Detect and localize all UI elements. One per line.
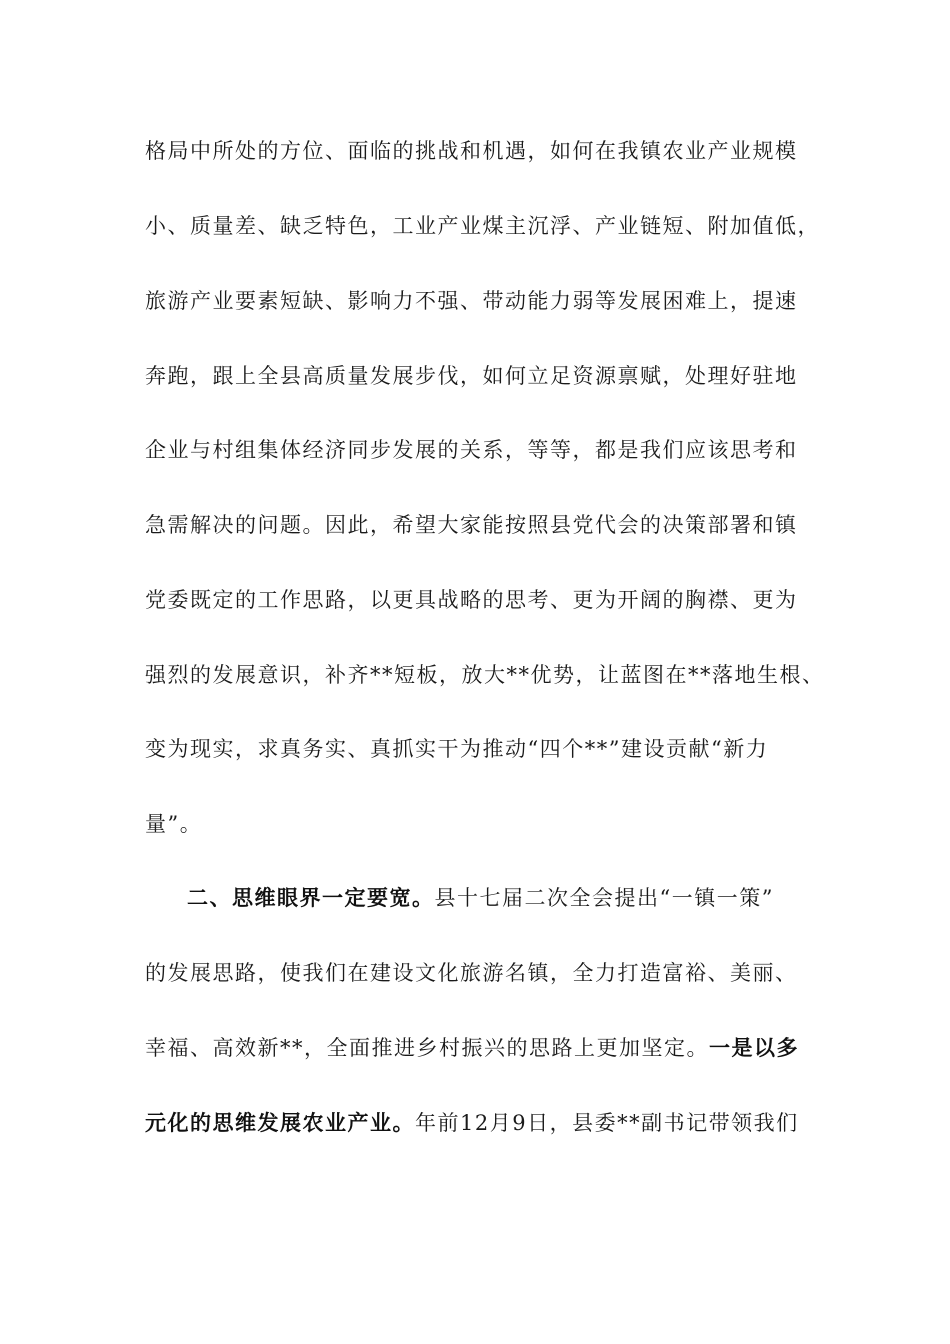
section-heading: 二、思维眼界一定要宽。 [187,885,435,910]
paragraph-line: 强烈的发展意识，补齐**短板，放大**优势，让蓝图在**落地生根、 [145,663,825,687]
subheading-text: 元化的思维发展农业产业。 [145,1110,415,1135]
paragraph-line: 变为现实，求真务实、真抓实干为推动“四个**”建设贡献“新力 [145,737,769,761]
paragraph-line: 量”。 [145,812,203,836]
subheading-text: 一是以多 [709,1035,799,1060]
paragraph-text: 县十七届二次全会提出“一镇一策” [434,886,774,910]
paragraph-text: 年前12月9日，县委**副书记带领我们 [415,1111,799,1135]
paragraph-line: 企业与村组集体经济同步发展的关系，等等，都是我们应该思考和 [145,438,798,462]
paragraph-line: 奔跑，跟上全县高质量发展步伐，如何立足资源禀赋，处理好驻地 [145,364,798,388]
paragraph-line: 格局中所处的方位、面临的挑战和机遇，如何在我镇农业产业规模 [145,139,798,163]
section-heading-line [187,885,774,911]
paragraph-line [145,1035,799,1061]
paragraph-text: 幸福、高效新**，全面推进乡村振兴的思路上更加坚定。 [145,1036,709,1060]
paragraph-line [145,1110,799,1136]
paragraph-line: 党委既定的工作思路，以更具战略的思考、更为开阔的胸襟、更为 [145,588,798,612]
paragraph-line: 旅游产业要素短缺、影响力不强、带动能力弱等发展困难上，提速 [145,289,798,313]
paragraph-line: 急需解决的问题。因此，希望大家能按照县党代会的决策部署和镇 [145,513,798,537]
paragraph-line: 的发展思路，使我们在建设文化旅游名镇，全力打造富裕、美丽、 [145,961,798,985]
paragraph-line: 小、质量差、缺乏特色，工业产业煤主沉浮、产业链短、附加值低， [145,214,820,238]
